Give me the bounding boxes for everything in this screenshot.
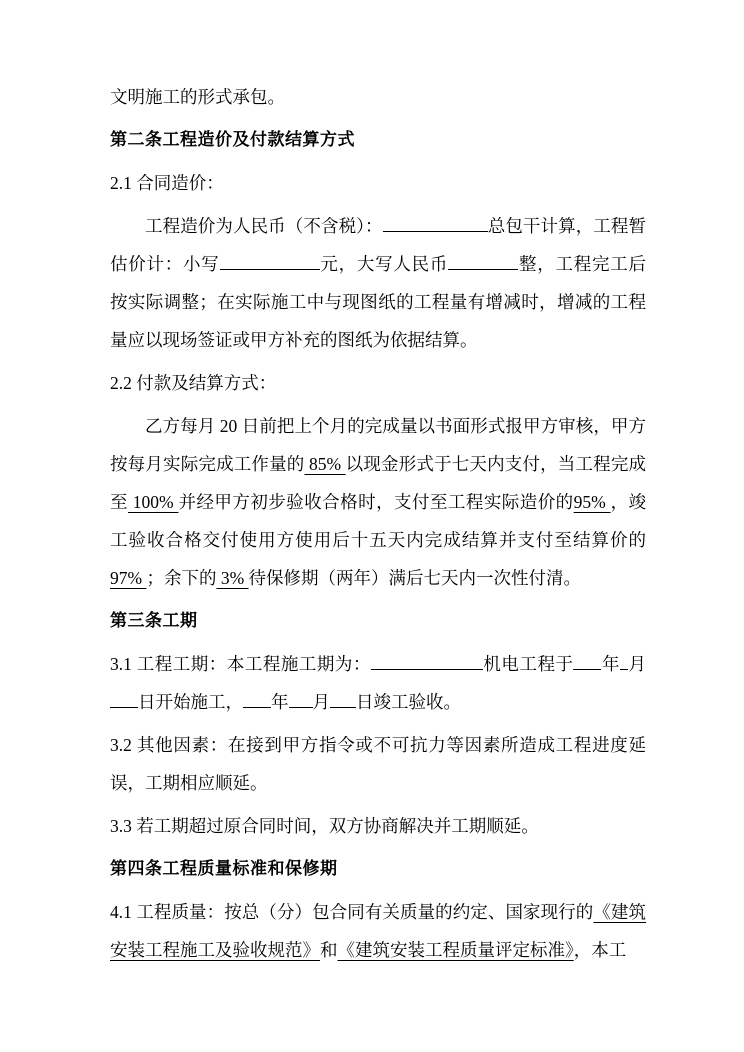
blank-underline xyxy=(448,253,518,270)
blank-underline xyxy=(573,653,601,670)
document-body xyxy=(110,78,646,974)
underlined-value: 100% xyxy=(127,492,179,512)
paragraph xyxy=(110,893,646,969)
underlined-value: 97% xyxy=(110,568,147,588)
text-run: 第二条工程造价及付款结算方式 xyxy=(110,130,355,149)
text-run: ，竣工验收合格交付使用方使用后十五天内完成结算并支付至结算价的 xyxy=(110,492,647,550)
underlined-value: 85% xyxy=(304,454,346,474)
text-run: 第四条工程质量标准和保修期 xyxy=(110,859,338,878)
text-run: 工程造价为人民币（不含税）： xyxy=(145,216,383,236)
section-heading xyxy=(110,850,646,888)
text-run: 2.1 合同造价： xyxy=(110,173,224,193)
text-run: 日开始施工， xyxy=(138,692,243,712)
blank-underline xyxy=(383,215,488,232)
text-run: 3.3 若工期超过原合同时间，双方协商解决并工期顺延。 xyxy=(110,816,539,836)
paragraph xyxy=(110,407,646,597)
text-run: 和 xyxy=(320,940,338,960)
text-run: 2.2 付款及结算方式： xyxy=(110,373,277,393)
text-run: 待保修期（两年）满后七天内一次性付清。 xyxy=(248,568,582,588)
text-run: 日竣工验收。 xyxy=(356,692,461,712)
paragraph xyxy=(110,726,646,802)
underlined-value: 《建筑安装工程施工及验收规范》 xyxy=(110,902,646,960)
blank-underline xyxy=(220,253,320,270)
text-run: 月 xyxy=(628,654,647,674)
text-run: 年 xyxy=(601,654,621,674)
text-run: 整，工程完工后按实际调整；在实际施工中与现图纸的工程量有增减时，增减的工程量应以现场签证或甲方补充的图纸为依据结算。 xyxy=(110,254,647,350)
text-run: 月 xyxy=(312,692,330,712)
section-heading xyxy=(110,121,646,159)
text-run: 3.1 工程工期：本工程施工期为： xyxy=(110,654,371,674)
section-heading xyxy=(110,602,646,640)
underlined-value: 95% xyxy=(573,492,611,512)
text-run: 总包干计算，工程暂估价计：小写 xyxy=(110,216,647,274)
text-run: 元，大写人民币 xyxy=(319,254,449,274)
text-run: ；余下的 xyxy=(146,568,217,588)
text-run: 机电工程于 xyxy=(482,654,574,674)
paragraph xyxy=(110,207,646,359)
blank-underline xyxy=(289,691,313,708)
text-run: 年 xyxy=(271,692,289,712)
underlined-value: 《建筑安装工程质量评定标准》 xyxy=(337,940,574,960)
paragraph xyxy=(110,645,646,721)
blank-underline xyxy=(620,653,628,670)
text-run: 文明施工的形式承包。 xyxy=(110,87,285,107)
underlined-value: 3% xyxy=(216,568,249,588)
paragraph xyxy=(110,164,646,202)
blank-underline xyxy=(371,653,483,670)
text-run: 并经甲方初步验收合格时，支付至工程实际造价的 xyxy=(178,492,574,512)
text-run: 以现金形式于七天内支付，当工程完成至 xyxy=(110,454,647,512)
paragraph xyxy=(110,807,646,845)
blank-underline xyxy=(110,691,138,708)
text-run: 第三条工期 xyxy=(110,611,198,630)
paragraph xyxy=(110,78,646,116)
blank-underline xyxy=(330,691,356,708)
text-run: 3.2 其他因素：在接到甲方指令或不可抗力等因素所造成工程进度延误，工期相应顺延。 xyxy=(110,735,646,793)
text-run: ，本工 xyxy=(573,940,627,960)
blank-underline xyxy=(243,691,271,708)
text-run: 4.1 工程质量：按总（分）包合同有关质量的约定、国家现行的 xyxy=(110,902,594,922)
text-run: 乙方每月 20 日前把上个月的完成量以书面形式报甲方审核，甲方按每月实际完成工作量的 xyxy=(110,416,646,474)
paragraph xyxy=(110,364,646,402)
